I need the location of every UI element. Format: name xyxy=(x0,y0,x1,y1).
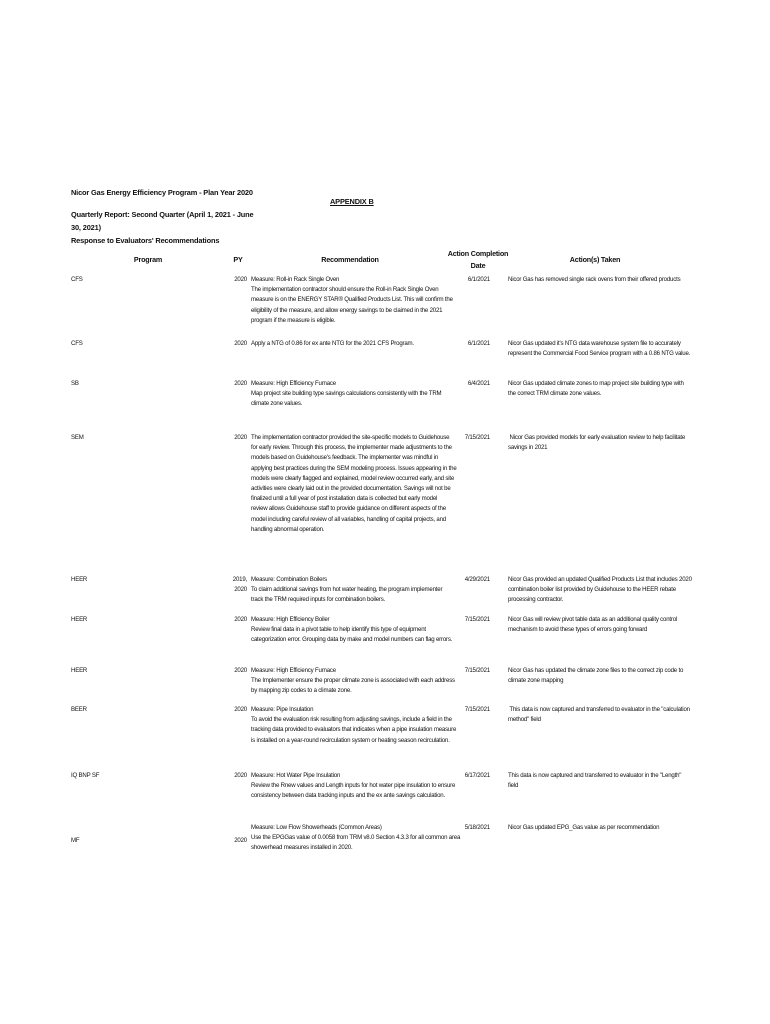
recommendation-line: Measure: Pipe Insulation xyxy=(251,706,314,713)
row-py xyxy=(228,771,247,781)
recommendation-line: categorization error. Grouping data by make and model numbers can flag errors. xyxy=(251,636,453,644)
action-line: represent the Commercial Food Service program with a 0.86 NTG value. xyxy=(508,350,691,358)
row-py-value: 2020 xyxy=(234,706,247,713)
report-section-title: Response to Evaluators' Recommendations xyxy=(71,236,220,245)
column-header-recommendation: Recommendation xyxy=(321,255,379,264)
recommendation-line: is installed on a year-round recirculation system or heating season recirculation. xyxy=(251,736,450,744)
row-action-taken xyxy=(508,433,690,453)
row-py-value: 2020 xyxy=(234,380,247,387)
row-py-value: 2020 xyxy=(234,837,247,844)
recommendation-line: models were clearly flagged and explained, model review occurred early, and site xyxy=(251,474,455,482)
row-py-value: 2020 xyxy=(234,772,247,779)
row-action-taken xyxy=(508,771,690,791)
row-completion-date: 7/15/2021 xyxy=(464,434,490,441)
recommendation-line: by mapping zip codes to a climate zone. xyxy=(251,687,352,695)
recommendation-line: Measure: High Efficiency Furnace xyxy=(251,380,336,387)
row-py xyxy=(228,275,247,285)
action-line: This data is now captured and transferred to evaluator in the "Length" xyxy=(508,772,682,779)
row-action-taken xyxy=(508,615,690,635)
row-py xyxy=(228,339,247,349)
action-line: Nicor Gas provided an updated Qualified Products List that includes 2020 xyxy=(508,576,692,583)
row-program: BEER xyxy=(71,706,87,713)
row-program: SEM xyxy=(71,434,84,441)
recommendation-line: Measure: Hot Water Pipe Insulation xyxy=(251,772,341,779)
recommendation-line: for early review. Through this process, the implementer made adjustments to the xyxy=(251,444,452,452)
recommendation-line: models based on Guidehouse's feedback. The implementer was mindful in xyxy=(251,454,439,462)
column-header-py: PY xyxy=(233,255,243,264)
row-recommendation xyxy=(251,379,448,410)
action-line: climate zone mapping xyxy=(508,677,564,685)
column-header-actions-taken: Action(s) Taken xyxy=(569,255,621,264)
recommendation-line: Use the EPGGas value of 0.0058 from TRM v8.0 Section 4.3.3 for all common area xyxy=(251,834,461,842)
column-header-completion-date xyxy=(440,248,516,272)
row-program: HEER xyxy=(71,616,88,623)
action-line: combination boiler list provided by Guidehouse to the HEER rebate xyxy=(508,586,676,594)
recommendation-line: The implementation contractor should ensure the Roll-in Rack Single Oven xyxy=(251,286,439,294)
row-recommendation xyxy=(251,823,461,854)
row-py xyxy=(228,836,247,846)
row-py-value: 2019, xyxy=(232,576,247,583)
row-recommendation xyxy=(251,275,453,326)
row-completion-date: 6/1/2021 xyxy=(467,276,490,283)
row-py xyxy=(228,379,247,389)
recommendation-line: To avoid the evaluation risk resulting from adjusting savings, include a field in the xyxy=(251,716,452,724)
report-subtitle-line2: 30, 2021) xyxy=(71,223,101,232)
row-py xyxy=(228,666,247,676)
action-line: Nicor Gas provided models for early evaluation review to help facilitate xyxy=(508,434,686,441)
action-line: mechanism to avoid these types of errors going forward xyxy=(508,626,648,634)
recommendation-line: Measure: High Efficiency Boiler xyxy=(251,616,330,623)
column-header-completion-date-line1: Action Completion xyxy=(447,249,509,258)
row-program: IQ BNP SF xyxy=(71,772,100,779)
recommendation-line: review allows Guidehouse staff to provide guidance on different aspects of the xyxy=(251,505,446,513)
action-line: savings in 2021 xyxy=(508,444,548,452)
report-title: Nicor Gas Energy Efficiency Program - Plan Year 2020 xyxy=(71,188,253,197)
row-action-taken xyxy=(508,575,690,606)
recommendation-line: eligibility of the measure, and allow energy savings to be claimed in the 2021 xyxy=(251,306,443,314)
row-py-value: 2020 xyxy=(234,667,247,674)
action-line: the correct TRM climate zone values. xyxy=(508,390,602,398)
recommendation-line: climate zone values. xyxy=(251,400,303,408)
recommendation-line: tracking data provided to evaluators that indicates when a pipe insulation measure xyxy=(251,726,457,734)
recommendation-line: track the TRM required inputs for combination boilers. xyxy=(251,596,386,604)
action-line: Nicor Gas will review pivot table data as an additional quality control xyxy=(508,616,678,623)
row-py-value: 2020 xyxy=(234,340,247,347)
action-line: This data is now captured and transferred to evaluator in the "calculation xyxy=(508,706,690,713)
row-program: CFS xyxy=(71,340,83,347)
row-recommendation xyxy=(251,575,448,606)
row-program: HEER xyxy=(71,667,88,674)
row-program: MF xyxy=(71,837,80,844)
recommendation-line: Map project site building type savings calculations consistently with the TRM xyxy=(251,390,442,398)
column-header-program: Program xyxy=(133,255,163,264)
recommendation-line: consistency between data tracking inputs and the ex ante savings calculation. xyxy=(251,792,445,800)
row-completion-date: 6/17/2021 xyxy=(464,772,490,779)
row-program: HEER xyxy=(71,576,88,583)
recommendation-line: showerhead measures installed in 2020. xyxy=(251,844,353,852)
row-action-taken xyxy=(508,666,690,686)
report-subtitle-line1: Quarterly Report: Second Quarter (April 1, 2021 - June xyxy=(71,210,254,219)
action-line: Nicor Gas updated climate zones to map project site building type with xyxy=(508,380,684,387)
row-action-taken xyxy=(508,823,690,833)
row-completion-date: 5/18/2021 xyxy=(464,824,490,831)
recommendation-line: Measure: Low Flow Showerheads (Common Areas) xyxy=(251,824,382,831)
row-action-taken xyxy=(508,705,690,725)
row-completion-date: 6/4/2021 xyxy=(467,380,490,387)
row-py-value: 2020 xyxy=(234,616,247,623)
row-recommendation xyxy=(251,666,455,697)
row-action-taken xyxy=(508,339,690,359)
recommendation-line: The Implementer ensure the proper climate zone is associated with each address xyxy=(251,677,455,685)
recommendation-line: applying best practices during the SEM modeling process. Issues appearing in the xyxy=(251,464,457,472)
action-line: Nicor Gas updated it's NTG data warehouse system file to accurately xyxy=(508,340,681,347)
row-program: SB xyxy=(71,380,79,387)
row-recommendation xyxy=(251,433,457,535)
action-line: Nicor Gas has updated the climate zone files to the correct zip code to xyxy=(508,667,684,674)
row-py xyxy=(228,705,247,715)
row-py xyxy=(228,575,247,595)
recommendation-line: Apply a NTG of 0.86 for ex ante NTG for the 2021 CFS Program. xyxy=(251,340,414,347)
appendix-title: APPENDIX B xyxy=(330,197,374,206)
row-completion-date: 7/15/2021 xyxy=(464,667,490,674)
row-recommendation xyxy=(251,615,453,646)
row-py xyxy=(228,433,247,443)
row-recommendation xyxy=(251,705,457,746)
row-py-value: 2020 xyxy=(234,434,247,441)
row-program: CFS xyxy=(71,276,83,283)
recommendation-line: Measure: High Efficiency Furnace xyxy=(251,667,336,674)
action-line: processing contractor. xyxy=(508,596,564,604)
recommendation-line: measure is on the ENERGY STAR® Qualified Products List. This will confirm the xyxy=(251,296,453,304)
recommendation-line: The implementation contractor provided the site-specific models to Guidehouse xyxy=(251,434,450,441)
action-line: method" field xyxy=(508,716,541,724)
recommendation-line: activities were clearly laid out in the provided documentation. Savings will not be xyxy=(251,485,451,493)
row-action-taken xyxy=(508,275,690,285)
row-completion-date: 7/15/2021 xyxy=(464,706,490,713)
action-line: Nicor Gas updated EPG_Gas value as per recommendation xyxy=(508,824,660,831)
recommendation-line: program if the measure is eligible. xyxy=(251,316,336,324)
row-completion-date: 7/15/2021 xyxy=(464,616,490,623)
row-py-value: 2020 xyxy=(234,586,247,594)
action-line: field xyxy=(508,782,519,790)
action-line: Nicor Gas has removed single rack ovens from their offered products xyxy=(508,276,681,283)
recommendation-line: model including careful review of all variables, handling of capital projects, and xyxy=(251,515,446,523)
row-completion-date: 4/29/2021 xyxy=(464,576,490,583)
row-py xyxy=(228,615,247,625)
column-header-completion-date-line2: Date xyxy=(470,261,486,270)
recommendation-line: To claim additional savings from hot water heating, the program implementer xyxy=(251,586,443,594)
recommendation-line: Measure: Roll-in Rack Single Oven xyxy=(251,276,340,283)
row-action-taken xyxy=(508,379,690,399)
row-recommendation xyxy=(251,771,456,802)
row-completion-date: 6/1/2021 xyxy=(467,340,490,347)
recommendation-line: Review final data in a pivot table to help identify this type of equipment xyxy=(251,626,426,634)
recommendation-line: Review the Rnew values and Length inputs for hot water pipe insulation to ensure xyxy=(251,782,456,790)
recommendation-line: Measure: Combination Boilers xyxy=(251,576,328,583)
recommendation-line: handling abnormal operation. xyxy=(251,525,325,533)
recommendation-line: finalized until a full year of post installation data is collected but early model xyxy=(251,495,438,503)
row-recommendation xyxy=(251,339,448,349)
row-py-value: 2020 xyxy=(234,276,247,283)
